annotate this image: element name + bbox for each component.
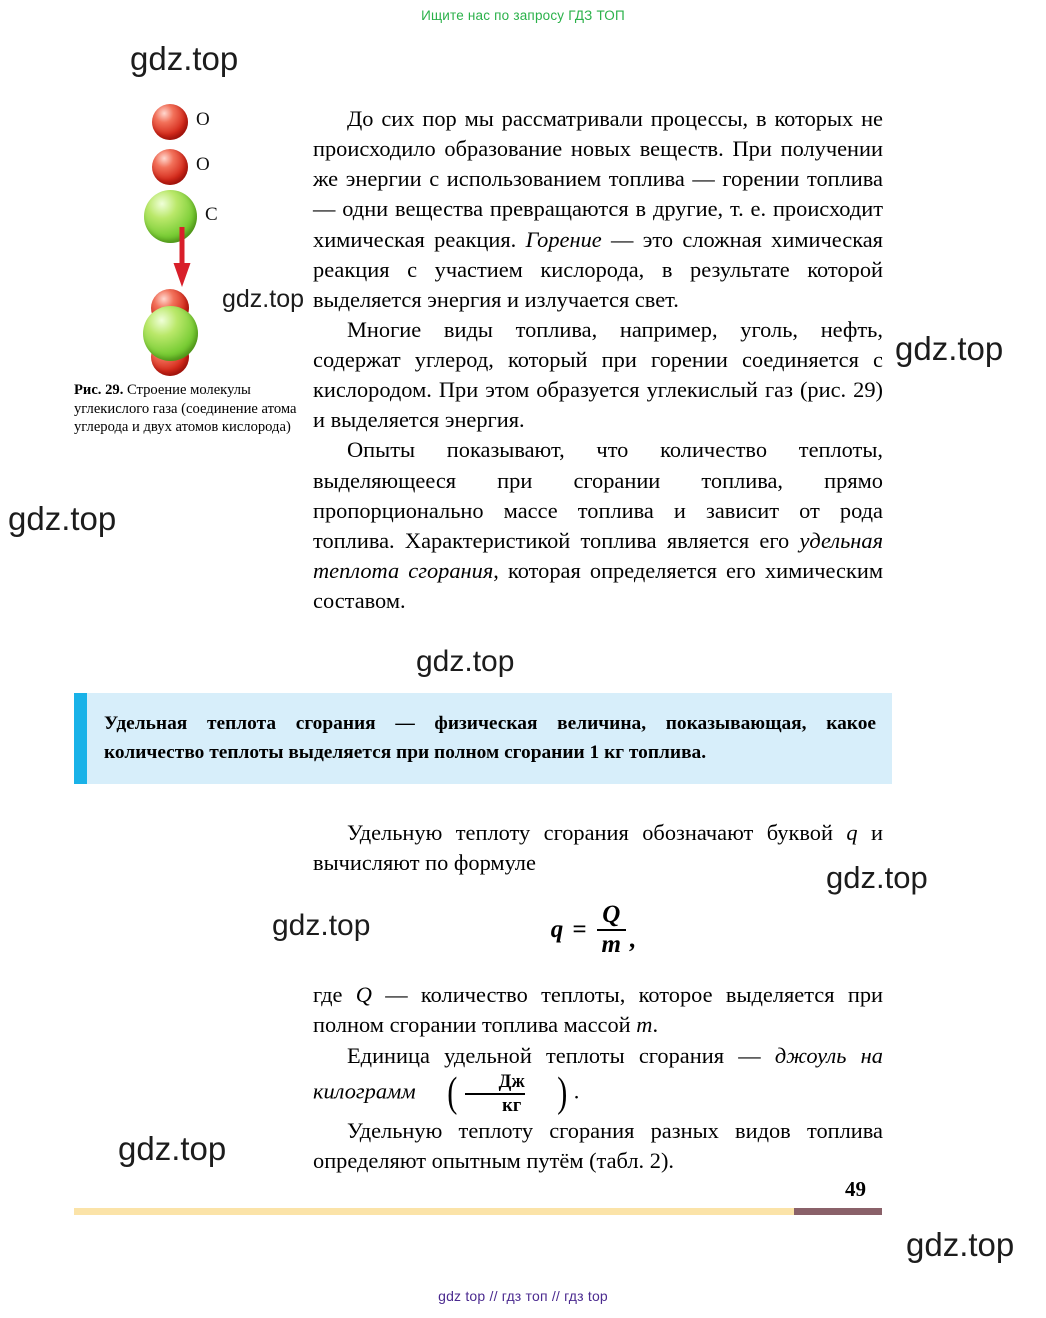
watermark-8: gdz.top xyxy=(118,1130,227,1167)
unit-close-paren: ) xyxy=(556,1070,568,1117)
paragraph-7: Удельную теплоту сгорания разных видов топлива определяют опытным путём (табл. 2). xyxy=(313,1117,883,1173)
paragraph-4-symbol-q: q xyxy=(846,820,858,845)
watermark-6: gdz.top xyxy=(826,860,928,895)
unit-fraction xyxy=(465,1072,525,1117)
page-rule-tail xyxy=(794,1208,882,1215)
oxygen-atom-top xyxy=(152,104,188,140)
paragraph-1-part-b: — это сложная химическая реакция с участием кислорода, в результате которой выделяется энергия и излучается свет. xyxy=(313,226,883,312)
figure-caption xyxy=(74,381,300,437)
promo-banner: Ищите нас по запросу ГДЗ ТОП xyxy=(421,8,625,23)
paragraph-6-part-a: Единица удельной теплоты сгорания — xyxy=(347,1042,775,1068)
co2-carbon xyxy=(143,306,198,361)
formula-denominator: m xyxy=(601,931,621,959)
watermark-7: gdz.top xyxy=(272,909,371,942)
paragraph-5-part-a: где xyxy=(313,982,356,1008)
carbon-atom-label: C xyxy=(205,204,218,225)
paragraph-3-emphasis: удельная теплота сгорания xyxy=(313,527,883,583)
unit-denominator: кг xyxy=(502,1095,522,1116)
figure-29 xyxy=(74,100,306,437)
footer-links: gdz top // гдз топ // гдз top xyxy=(438,1288,608,1304)
definition-text: Удельная теплота сгорания — физическая величина, показывающая, какое количество теплоты выделяется при полном сгорании 1 кг топлива. xyxy=(104,713,876,763)
watermark-4: gdz.top xyxy=(8,500,117,537)
paragraph-5-symbol-Q: Q xyxy=(355,982,372,1008)
molecule-diagram xyxy=(74,100,306,375)
formula-q-equals-Q-over-m xyxy=(313,902,883,958)
paragraph-1-emphasis: Горение xyxy=(525,226,602,252)
reaction-arrow xyxy=(171,227,193,289)
paragraph-2: Многие виды топлива, например, уголь, нефть, содержат углерод, который при горении соединяется с кислородом. При этом образуется углекислый газ (рис. 29) и выделяется энергия. xyxy=(313,316,883,433)
formula-lhs: q xyxy=(550,916,564,944)
watermark-3: gdz.top xyxy=(895,330,1004,367)
definition-callout xyxy=(74,693,892,784)
oxygen-atom-second xyxy=(152,149,188,185)
watermark-9: gdz.top xyxy=(906,1226,1015,1263)
paragraph-5-part-c: . xyxy=(652,1012,659,1038)
watermark-5: gdz.top xyxy=(416,645,515,678)
paragraph-6 xyxy=(313,1041,883,1116)
oxygen-atom-second-label: O xyxy=(196,154,210,175)
unit-fraction-bar xyxy=(465,1093,525,1095)
paragraph-3 xyxy=(313,435,883,616)
paragraph-6-period: . xyxy=(573,1078,580,1104)
unit-fraction-group xyxy=(416,1072,574,1117)
paragraph-5-part-b: — количество теплоты, которое выделяется при полном сгорании топлива массой xyxy=(313,982,884,1038)
main-text-column xyxy=(313,104,883,616)
page-number: 49 xyxy=(845,1177,866,1201)
unit-numerator: Дж xyxy=(498,1071,525,1092)
unit-open-paren: ( xyxy=(446,1070,457,1117)
paragraph-4 xyxy=(313,818,883,878)
definition-accent-bar xyxy=(74,693,87,784)
oxygen-atom-top-label: O xyxy=(196,109,210,130)
paragraph-5 xyxy=(313,980,883,1040)
paragraph-1 xyxy=(313,104,883,315)
paragraph-1-part-a: До сих пор мы рассматривали процессы, в которых не происходило образование новых веществ. При получении же энергии с использованием топлива — горении топлива — одни вещества превращаются в другие, т. е. происходит химическая реакция. xyxy=(313,106,883,252)
watermark-2: gdz.top xyxy=(222,285,305,313)
watermark-1: gdz.top xyxy=(130,40,239,77)
formula-numerator: Q xyxy=(602,901,621,929)
figure-caption-text: Строение молекулы углекислого газа (соединение атома углерода и двух атомов кислорода) xyxy=(74,382,297,436)
lower-text-column xyxy=(313,818,883,1176)
paragraph-3-part-a: Опыты показывают, что количество теплоты, выделяющееся при сгорании топлива, прямо пропорционально массе топлива и зависит от рода топлива. Характеристикой топлива является его xyxy=(313,437,883,553)
formula-equals-sign: = xyxy=(572,916,587,944)
paragraph-5-symbol-m: m xyxy=(636,1012,653,1038)
formula-trailing-comma: , xyxy=(628,925,636,953)
figure-caption-number: Рис. 29. xyxy=(74,382,124,398)
paragraph-3-part-b: , которая определяется его химическим составом. xyxy=(313,557,883,613)
paragraph-4-part-a: Удельную теплоту сгорания обозначают буквой xyxy=(347,820,847,845)
formula-fraction xyxy=(597,902,626,958)
paragraph-4-part-b: и вычисляют по формуле xyxy=(313,820,883,876)
formula-expression xyxy=(551,902,635,958)
page-bottom-rule xyxy=(74,1208,882,1215)
paragraph-6-unit-name: джоуль на килограмм xyxy=(313,1042,883,1104)
